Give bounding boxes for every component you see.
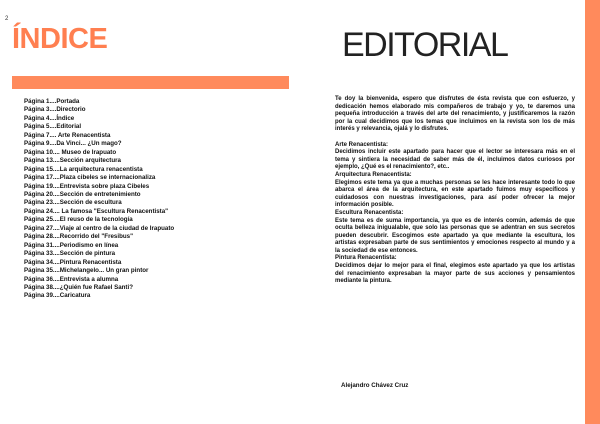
index-entry: Página 9....Da Vinci... ¿Un mago? xyxy=(24,140,122,148)
index-title: ÍNDICE xyxy=(12,23,108,55)
index-entry: Página 38....¿Quién fue Rafael Santi? xyxy=(24,283,133,291)
page-number: 2 xyxy=(5,16,9,22)
section-text: Elegimos este tema ya que a muchas personas se les hace interesante todo lo que abarca el área de la arquitectura, en este apartado fuimos muy específicos y cuidadosos con nuestras investigaciones, para así poder ofrecer la mejor información posible. xyxy=(335,179,575,209)
editorial-title: EDITORIAL xyxy=(342,26,508,64)
index-entry: Página 28....Recorrido del "Fresibus" xyxy=(24,233,134,241)
index-entry: Página 4....Índice xyxy=(24,114,75,122)
index-entry: Página 17....Plaza cibeles se internacionaliza xyxy=(24,174,156,182)
index-entry: Página 7.... Arte Renacentista xyxy=(24,131,111,139)
section-text: Decidimos dejar lo mejor para el final, elegimos este apartado ya que los artistas del renacimiento expresaban la mayor parte de sus acciones y pensamientos mediante la pintura. xyxy=(335,263,575,285)
index-entry: Página 31....Periodismo en línea xyxy=(24,241,119,249)
section-text: Este tema es de suma importancia, ya que es de interés común, además de que oculta belleza inigualable, que solo las personas que se adentran en sus secretos pueden descubrir. Escogimos este apartado ya que mediante la escultura, los artistas expresaban parte de sus sentimientos y emociones respecto al mundo y a la sociedad de ese entonces. xyxy=(335,217,575,254)
section-text: Decidimos incluir este apartado para hacer que el lector se interesara más en el tema y sintiera la necesidad de saber más de él, incluimos datos curiosos por ejemplo, ¿Qué es el renacimiento?, etc.. xyxy=(335,149,575,171)
index-entry: Página 24.... La famosa "Escultura Renacentista" xyxy=(24,207,169,215)
section-heading: Arquitectura Renacentista: xyxy=(335,171,412,178)
index-entry: Página 35....Michelangelo... Un gran pintor xyxy=(24,267,149,275)
index-entry: Página 5....Editorial xyxy=(24,123,82,131)
index-entry: Página 13....Sección arquitectura xyxy=(24,157,121,165)
index-entry: Página 36....Entrevista a alumna xyxy=(24,275,119,283)
index-entry: Página 19....Entrevista sobre plaza Cibeles xyxy=(24,182,150,190)
index-list xyxy=(24,98,174,301)
editorial-intro: Te doy la bienvenida, espero que disfrutes de ésta revista que con esfuerzo, y dedicación hemos elaborado mis compañeros de trabajo y yo, te daremos una pequeña introducción a través del arte del renacimiento, y justificaremos la razón por la cual decidimos que los temas que incluimos en la revista son los de más interés y relevancia, ojalá y lo disfrutes. xyxy=(335,96,575,133)
right-edge-stripe xyxy=(585,0,600,424)
index-entry: Página 39....Caricatura xyxy=(24,292,91,300)
index-entry: Página 3....Directorio xyxy=(24,106,86,114)
index-entry: Página 15....La arquitectura renacentista xyxy=(24,165,143,173)
index-entry: Página 20....Sección de entretenimiento xyxy=(24,190,141,198)
index-entry: Página 27....Viaje al centro de la ciudad de Irapuato xyxy=(24,224,175,232)
index-entry: Página 10.... Museo de Irapuato xyxy=(24,148,117,156)
index-title-bar xyxy=(12,76,289,89)
index-entry: Página 25....El reuso de la tecnología xyxy=(24,216,133,224)
index-entry: Página 1....Portada xyxy=(24,98,80,105)
paragraph-gap xyxy=(335,134,575,142)
index-entry: Página 33....Sección de pintura xyxy=(24,250,116,258)
author-signature: Alejandro Chávez Cruz xyxy=(341,382,409,389)
section-heading: Arte Renacentista: xyxy=(335,141,389,148)
index-entry: Página 23....Sección de escultura xyxy=(24,199,122,207)
index-entry: Página 34....Pintura Renacentista xyxy=(24,258,122,266)
editorial-body xyxy=(335,96,575,286)
section-heading: Escultura Renacentista: xyxy=(335,209,404,216)
section-heading: Pintura Renacentista: xyxy=(335,255,397,262)
